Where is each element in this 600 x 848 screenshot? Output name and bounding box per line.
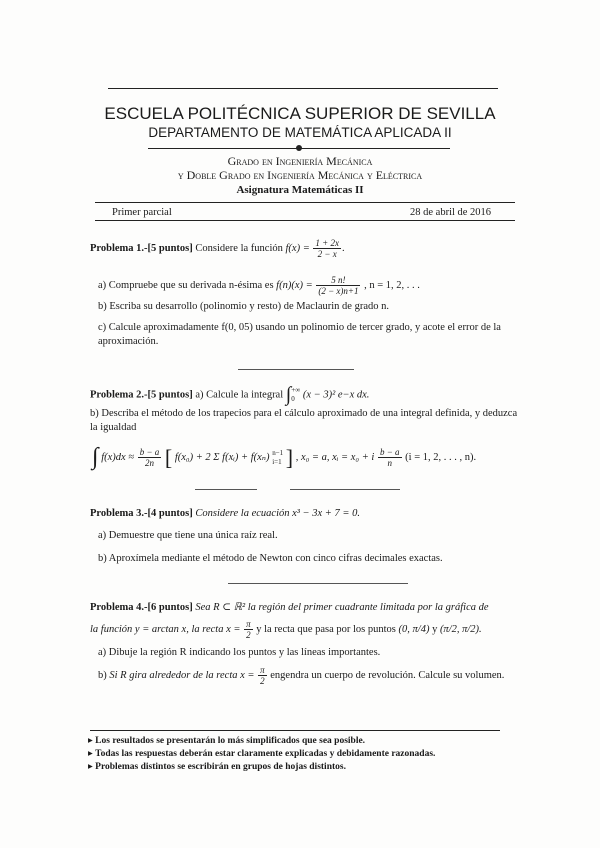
item-label: a) [98,647,107,658]
integral-sign: ∫ [285,383,292,406]
problem-1-heading: Problema 1.-[5 puntos] Considere la función f(x) = $\frac{1 + 2x}{2 - x}$ . [90,238,345,259]
formula-tail: , x₀ = a, xᵢ = x₀ + i [295,451,375,463]
integral-body: (x − 3)² e−x dx. [302,389,370,401]
subject-rule [95,202,515,203]
problem-4-item-b [98,665,523,686]
rotation-fraction [258,665,267,686]
note-item [88,761,528,774]
formula-fraction [138,447,162,468]
sum-limits [272,449,283,467]
item-label: c) [98,322,107,333]
left-bracket: [ [164,445,173,470]
sum-lower: i=1 [272,457,282,466]
problem-4-heading [90,601,530,614]
item-text: Escriba su desarrollo (polinomio y resto) de Maclaurin de grado n. [109,301,390,312]
item-text-b: engendra un cuerpo de revolución. Calcule su volumen. [270,669,505,681]
problem-2-line-b: b) Describa el método de los trapecios para el cálculo aproximado de una integral definida, y deduzca la igualdad [90,408,518,433]
problem-1-item-c [98,321,518,349]
integral-upper: +∞ [291,386,301,394]
notes-rule [90,730,500,731]
school-title: ESCUELA POLITÉCNICA SUPERIOR DE SEVILLA [104,104,496,123]
problem-2-title: Problema 2.-[5 puntos] [90,389,193,401]
line-fraction [244,619,253,640]
fraction-numerator: 5 n! [316,275,360,286]
point-separator: y [432,623,438,635]
top-rule [108,88,498,89]
divider-dot [296,145,302,151]
sum-upper: n−1 [272,448,284,457]
separator-2 [195,489,257,490]
note-text: Problemas distintos se escribirán en grupos de hojas distintos. [95,762,346,772]
department-title: DEPARTAMENTO DE MATEMÁTICA APLICADA II [148,125,452,140]
problem-3-item-b [98,552,538,565]
note-text: Todas las respuestas deberán estar claramente explicadas y debidamente razonadas. [95,749,436,759]
item-text: Demuestre que tiene una única raíz real. [108,530,278,541]
problem-1-intro: Considere la función [195,242,283,254]
exam-date: 28 de abril de 2016 [410,207,492,218]
item-label: a) [98,279,107,291]
problem-4-intro-1: Sea R ⊂ ℝ² la región del primer cuadrante limitada por la gráfica de [195,602,489,613]
problem-1-item-b [98,300,538,313]
formula-integral-sign: ∫ [92,444,99,470]
problem-3-heading [90,507,530,520]
item-text: Calcule aproximadamente f(0, 05) usando un polinomio de tercer grado, y acote el error de la aproximación. [98,322,501,347]
problem-3-title: Problema 3.-[4 puntos] [90,508,193,519]
formula-body: f(x₀) + 2 Σ f(xᵢ) + f(xₙ) [174,451,270,463]
problem-4-item-a [98,646,538,659]
point-1: (0, π/4) [398,623,430,635]
fraction-denominator: 2 [260,676,265,686]
fraction-denominator: (2 − x)n+1 [318,286,359,296]
fraction-numerator: b − a [139,447,160,457]
subject-title: Asignatura Matemáticas II [236,184,364,196]
separator-3 [228,583,408,584]
degree-line-2: y Doble Grado en Ingeniería Mecánica y Eléctrica [177,168,423,182]
problem-1-item-a [98,275,538,296]
exam-name: Primer parcial [112,207,172,218]
problem-1-function: f(x) = [285,242,310,254]
integral-limits [291,386,300,404]
item-text: Dibuje la región R indicando los puntos y las líneas importantes. [108,647,381,658]
derivative-lhs: f(n)(x) = [276,279,313,291]
item-label: b) [98,301,107,312]
item-label: a) [98,530,107,541]
problem-3-intro: Considere la ecuación x³ − 3x + 7 = 0. [195,508,360,519]
problem-2-line-a: a) Calcule la integral [195,389,284,401]
note-item [88,735,528,748]
exam-rule [95,220,515,221]
fraction-denominator: 2 − x [317,249,337,259]
right-bracket: ] [285,445,294,470]
item-text: Aproxímela mediante el método de Newton con cinco cifras decimales exactas. [108,553,443,564]
item-label: b) [98,669,107,681]
bullet-icon: ▸ [88,762,93,772]
trapezoid-formula [92,444,552,470]
formula-range: (i = 1, 2, . . . , n). [405,451,477,463]
problem-4-intro-2b: y la recta que pasa por los puntos [256,623,396,635]
bullet-icon: ▸ [88,736,93,746]
problem-4-line-2 [90,619,530,640]
fraction-denominator: n [387,458,392,468]
bullet-icon: ▸ [88,749,93,759]
item-text: Compruebe que su derivada n-ésima es [108,279,274,291]
fraction-denominator: 2 [246,630,251,640]
formula-step-fraction [378,447,402,468]
fraction-numerator: 1 + 2x [315,238,339,248]
separator-2b [290,489,400,490]
notes-list [88,735,528,774]
note-text: Los resultados se presentarán lo más simplificados que sea posible. [95,736,366,746]
problem-4-title: Problema 4.-[6 puntos] [90,602,193,613]
fraction-denominator: 2n [144,458,154,468]
item-text-a: Si R gira alrededor de la recta x = [109,669,255,681]
problem-2-heading [90,383,530,406]
problem-1-fraction [313,238,341,259]
integral-lower: 0 [291,395,295,403]
problem-4-intro-2a: la función y = arctan x, la recta x = [90,623,241,635]
derivative-fraction [316,275,360,296]
degree-line-1: Grado en Ingeniería Mecánica [227,154,373,168]
item-tail: , n = 1, 2, . . . [364,279,420,291]
fraction-numerator: π [246,619,251,629]
fraction-numerator: b − a [379,447,400,457]
separator-1 [238,369,354,370]
formula-lhs: f(x)dx ≈ [101,451,135,463]
problem-3-item-a [98,529,538,542]
problem-1-title: Problema 1.-[5 puntos] [90,242,193,254]
item-label: b) [98,553,107,564]
point-2: (π/2, π/2). [439,623,482,635]
fraction-numerator: π [260,665,265,675]
note-item [88,748,528,761]
